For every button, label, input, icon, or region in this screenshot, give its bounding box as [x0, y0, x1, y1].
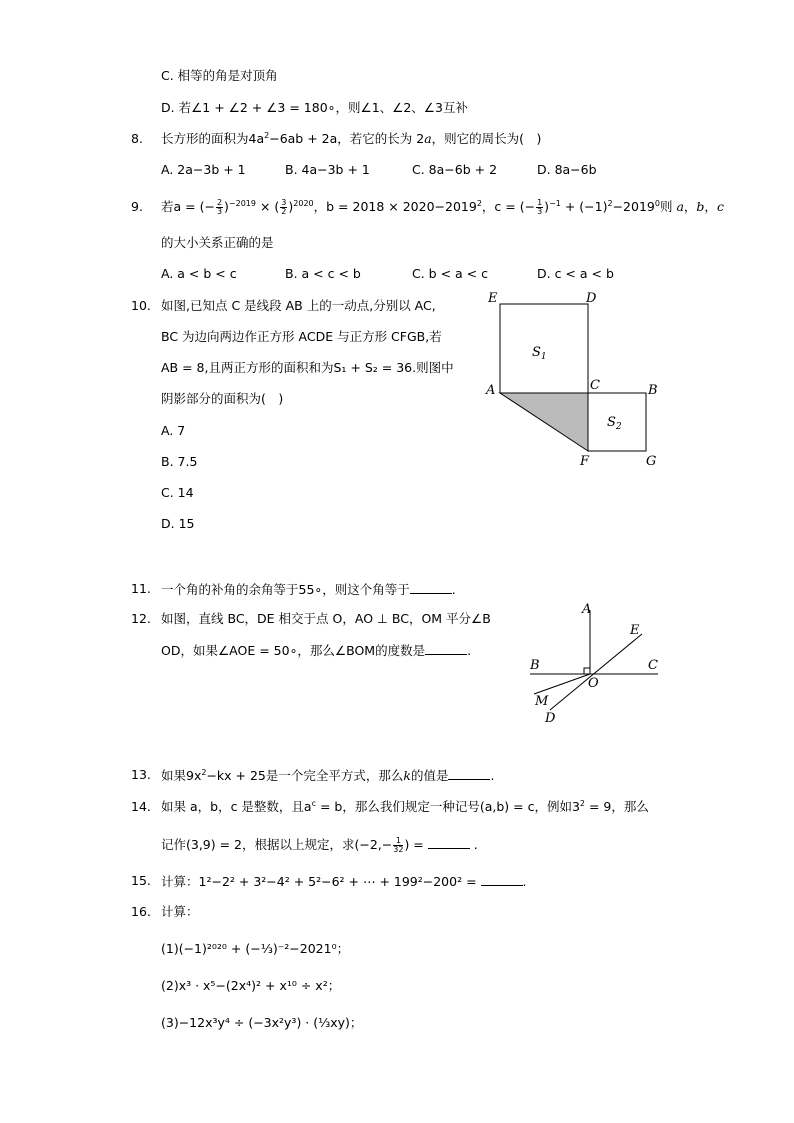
- label-d: D: [586, 291, 597, 306]
- q8-option-a: A. 2a−3b + 1: [161, 162, 246, 177]
- label-o: O: [588, 676, 599, 691]
- q7-option-c: C. 相等的角是对顶角: [161, 68, 278, 83]
- answer-blank[interactable]: [425, 642, 467, 655]
- label-f: F: [580, 454, 590, 469]
- label-c: C: [590, 378, 600, 393]
- q9-option-c: C. b < a < c: [412, 266, 488, 281]
- q9-stem: 若a = (− $\frac{2}{3}$ )$^{-2019}$ × ( $\frac{3}{2}$ )$^{2020}$，$b = 2018 \times 2020-2019^2$，c = (− $\frac{1}{3}$ )$^{-1} + (-1)^2-2019^0$则 a，b，c: [161, 198, 724, 216]
- q9-number: 9.: [131, 199, 143, 214]
- q8-stem: 长方形的面积为$4a^2-6ab + 2a$，若它的长为 2a，则它的周长为( ): [161, 131, 542, 146]
- q9-option-b: B. a < c < b: [285, 266, 361, 281]
- q15-number: 15.: [131, 873, 151, 888]
- q8-number: 8.: [131, 131, 143, 146]
- q10-option-a: A. 7: [161, 423, 186, 438]
- label-a: A: [486, 383, 496, 398]
- q8-option-c: C. 8a−6b + 2: [412, 162, 498, 177]
- q10-line2: BC 为边向两边作正方形 ACDE 与正方形 CFGB,若: [161, 329, 442, 344]
- answer-blank[interactable]: [448, 767, 490, 780]
- q10-squares-figure: [480, 288, 670, 470]
- q16-title: 计算：: [161, 904, 199, 919]
- q12-line2: OD，如果∠AOE = 50∘，那么∠BOM的度数是 .: [161, 643, 472, 658]
- q16-part1: (1)(−1)²⁰²⁰ + (−⅓)⁻²−2021⁰；: [161, 941, 350, 956]
- q16-part3: (3)−12x³y⁴ ÷ (−3x²y³) · (⅓xy)；: [161, 1015, 363, 1030]
- label-b: B: [648, 383, 658, 398]
- q12-line1: 如图，直线 BC，DE 相交于点 O，AO ⊥ BC，OM 平分∠B: [161, 611, 491, 626]
- q14-number: 14.: [131, 799, 151, 814]
- q16-part2: (2)x³ · x⁵−(2x⁴)² + x¹⁰ ÷ x²；: [161, 978, 341, 993]
- q9-option-d: D. c < a < b: [537, 266, 614, 281]
- label-g: G: [646, 454, 657, 469]
- answer-blank[interactable]: [481, 873, 523, 886]
- q15-stem: 计算：1²−2² + 3²−4² + 5²−6² + ⋯ + 199²−200² = .: [161, 874, 527, 889]
- label-s2: $S_2$: [607, 415, 622, 432]
- q11-stem: 一个角的补角的余角等于55∘，则这个角等于 .: [161, 582, 456, 597]
- q13-number: 13.: [131, 767, 151, 782]
- label-a: A: [582, 602, 592, 617]
- label-d: D: [545, 711, 556, 726]
- q10-option-c: C. 14: [161, 485, 194, 500]
- q9-stem-line2: 的大小关系正确的是: [161, 235, 274, 250]
- q10-number: 10.: [131, 298, 151, 313]
- q12-lines-figure: [522, 598, 668, 730]
- q8-option-b: B. 4a−3b + 1: [285, 162, 370, 177]
- q14-line2: 记作(3,9) = 2，根据以上规定，求(−2,− $\frac{1}{32}$ ) = .: [161, 836, 478, 854]
- q9-option-a: A. a < b < c: [161, 266, 237, 281]
- label-e: E: [630, 623, 640, 638]
- q10-line1: 如图,已知点 C 是线段 AB 上的一动点,分别以 AC,: [161, 298, 436, 313]
- q10-option-d: D. 15: [161, 516, 195, 531]
- answer-blank[interactable]: [410, 581, 452, 594]
- q10-line4: 阴影部分的面积为( ): [161, 391, 284, 406]
- answer-blank[interactable]: [428, 836, 470, 849]
- q7-option-d: D. 若∠1 + ∠2 + ∠3 = 180∘，则∠1、∠2、∠3互补: [161, 100, 468, 115]
- q11-number: 11.: [131, 581, 151, 596]
- q10-line3: AB = 8,且两正方形的面积和为S₁ + S₂ = 36.则图中: [161, 360, 454, 375]
- q13-stem: 如果$9x^2-kx + 25$是一个完全平方式，那么k的值是 .: [161, 768, 495, 783]
- label-m: M: [535, 694, 549, 709]
- q14-line1: 如果 a，b，c 是整数，且$a^c = b$，那么我们规定一种记号(a,b) = c，例如$3^2 = 9$，那么: [161, 799, 649, 814]
- label-c: C: [648, 658, 658, 673]
- q10-option-b: B. 7.5: [161, 454, 198, 469]
- square-acde: [500, 304, 588, 393]
- q8-option-d: D. 8a−6b: [537, 162, 597, 177]
- label-s1: $S_1$: [532, 345, 547, 362]
- label-e: E: [488, 291, 498, 306]
- label-b: B: [530, 658, 540, 673]
- q12-number: 12.: [131, 611, 151, 626]
- shaded-triangle: [500, 393, 588, 451]
- q16-number: 16.: [131, 904, 151, 919]
